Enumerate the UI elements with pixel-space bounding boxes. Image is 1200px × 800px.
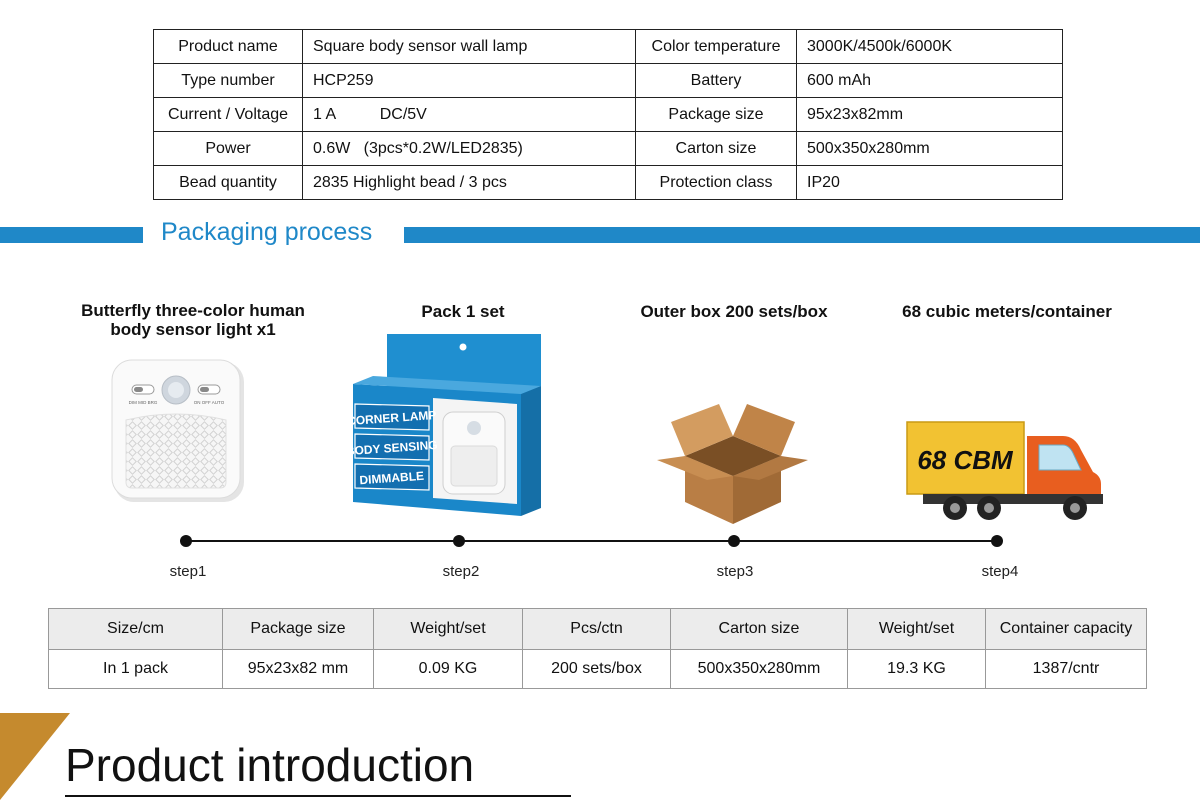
- step1-dot: [180, 535, 192, 547]
- spec-value: 500x350x280mm: [797, 132, 1063, 166]
- intro-underline: [65, 795, 571, 797]
- step3-label: step3: [716, 563, 754, 580]
- intro-title: Product introduction: [65, 739, 475, 791]
- step3-dot: [728, 535, 740, 547]
- packing-header: Weight/set: [848, 609, 986, 650]
- section-bar-left: [0, 227, 143, 243]
- spec-value: 600 mAh: [797, 64, 1063, 98]
- spec-value: 3000K/4500k/6000K: [797, 30, 1063, 64]
- packing-header-row: [49, 609, 1147, 650]
- timeline-line: [186, 540, 998, 542]
- packing-header: Size/cm: [49, 609, 223, 650]
- spec-label: Type number: [154, 64, 303, 98]
- packing-cell: 500x350x280mm: [671, 650, 848, 689]
- corner-accent: [0, 713, 70, 800]
- packing-cell: 19.3 KG: [848, 650, 986, 689]
- section-bar-right: [404, 227, 1200, 243]
- box-line-3: DIMMABLE: [358, 468, 425, 488]
- lamp-switch-right-text: ON OFF AUTO: [193, 400, 225, 405]
- spec-value: HCP259: [303, 64, 636, 98]
- step4-title: 68 cubic meters/container: [902, 302, 1112, 321]
- spec-label: Product name: [154, 30, 303, 64]
- spec-label: Protection class: [636, 166, 797, 200]
- spec-label: Bead quantity: [154, 166, 303, 200]
- spec-row: [154, 64, 1063, 98]
- sensor-lamp-image: [110, 358, 250, 508]
- step1-label: step1: [169, 563, 207, 580]
- spec-label: Color temperature: [636, 30, 797, 64]
- spec-value: 2835 Highlight bead / 3 pcs: [303, 166, 636, 200]
- packing-table: [48, 608, 1147, 689]
- spec-value: 1 A DC/5V: [303, 98, 636, 132]
- section-title: Packaging process: [161, 218, 373, 246]
- spec-label: Current / Voltage: [154, 98, 303, 132]
- packing-header: Carton size: [671, 609, 848, 650]
- step4-label: step4: [981, 563, 1019, 580]
- truck-image: [903, 420, 1108, 525]
- step1-title-line1: Butterfly three-color human: [81, 301, 305, 320]
- lamp-switch-left-text: DIM MID BRG: [128, 400, 158, 405]
- spec-value: 95x23x82mm: [797, 98, 1063, 132]
- step2-label: step2: [442, 563, 480, 580]
- carton-box-image: [655, 402, 810, 527]
- step3-title: Outer box 200 sets/box: [640, 302, 828, 321]
- packing-cell: In 1 pack: [49, 650, 223, 689]
- box-line-1: CORNER LAMP: [346, 407, 437, 429]
- packing-cell: 200 sets/box: [523, 650, 671, 689]
- step2-title: Pack 1 set: [421, 302, 505, 321]
- packing-header: Package size: [223, 609, 374, 650]
- spec-label: Package size: [636, 98, 797, 132]
- spec-row: [154, 30, 1063, 64]
- spec-row: [154, 132, 1063, 166]
- step2-dot: [453, 535, 465, 547]
- packing-header: Container capacity: [986, 609, 1147, 650]
- step1-title-line2: body sensor light x1: [110, 320, 276, 339]
- spec-value: IP20: [797, 166, 1063, 200]
- retail-box-image: [345, 332, 545, 522]
- truck-cargo-text: 68 CBM: [917, 445, 1013, 475]
- box-line-2: BODY SENSING: [345, 437, 439, 459]
- spec-row: [154, 166, 1063, 200]
- packing-cell: 95x23x82 mm: [223, 650, 374, 689]
- packing-cell: 0.09 KG: [374, 650, 523, 689]
- packing-row: [49, 650, 1147, 689]
- spec-table: [153, 29, 1063, 200]
- spec-label: Battery: [636, 64, 797, 98]
- spec-value: 0.6W (3pcs*0.2W/LED2835): [303, 132, 636, 166]
- spec-label: Power: [154, 132, 303, 166]
- packing-cell: 1387/cntr: [986, 650, 1147, 689]
- spec-label: Carton size: [636, 132, 797, 166]
- step4-dot: [991, 535, 1003, 547]
- packing-header: Pcs/ctn: [523, 609, 671, 650]
- spec-row: [154, 98, 1063, 132]
- spec-value: Square body sensor wall lamp: [303, 30, 636, 64]
- step1-title: [62, 301, 324, 339]
- packing-header: Weight/set: [374, 609, 523, 650]
